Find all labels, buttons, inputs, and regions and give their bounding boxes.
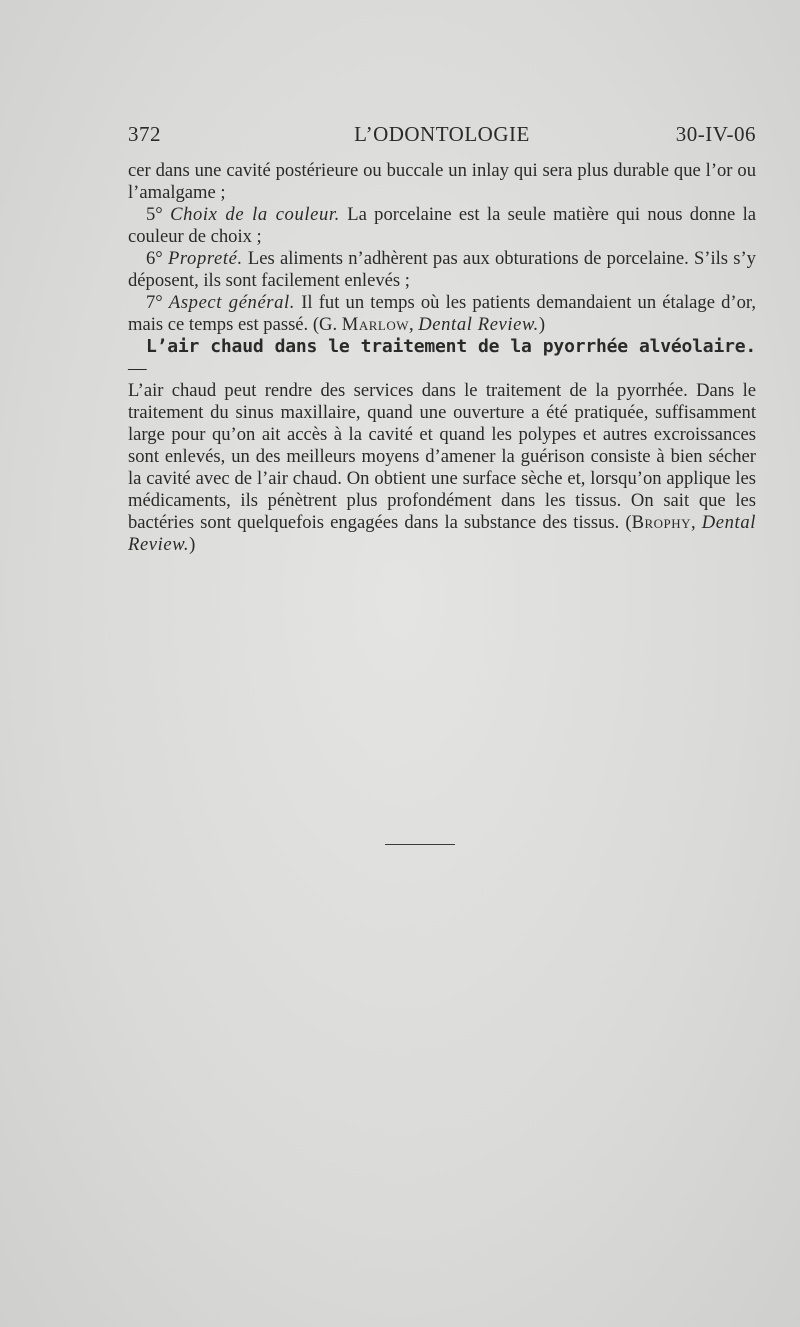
section-divider [385,844,455,845]
citation-separator: , [691,512,702,533]
issue-date: 30-IV-06 [675,122,756,146]
citation-close: ) [189,534,196,555]
paragraph-item-5 [128,204,756,248]
bleed-through-texture [130,575,760,1075]
citation-close: ) [538,314,546,335]
paragraph-item-7 [128,292,756,336]
journal-citation: Dental Review. [128,512,756,555]
citation-separator: , [408,314,419,335]
item-title: Propreté. [167,248,243,269]
paragraph-item-6 [128,248,756,292]
item-title: Choix de la couleur. [170,204,340,225]
section-title: L’air chaud dans le traitement de la pyorrhée alvéolaire. [146,336,756,357]
journal-title: L’ODONTOLOGIE [354,122,530,146]
section-paragraph [128,336,756,380]
author-name: Marlow [341,314,409,335]
item-title: Aspect général. [168,292,296,313]
page-header [128,122,756,152]
journal-citation: Dental Review. [418,314,539,335]
item-number: 5° [146,204,171,225]
author-name: Brophy [631,512,692,533]
section-text-paragraph [128,380,756,556]
paragraph-continuation: cer dans une cavité postérieure ou buccale un inlay qui sera plus durable que l’or ou l’amalgame ; [128,160,756,203]
section-text: L’air chaud peut rendre des services dans le traitement de la pyorrhée. Dans le traitement du sinus maxillaire, quand une ouverture a été pratiquée, suffisamment large pour qu’on ait accès à la cavité et quand les polypes et autres excroissances sont enlevés, un des meilleurs moyens d’amener la guérison consiste à bien sécher la cavité avec de l’air chaud. On obtient une surface sèche et, lorsqu’on applique les médicaments, ils pénètrent plus profondément dans les tissus. On sait que les bactéries sont quelquefois engagées dans la substance des tissus. ( [128,380,756,533]
item-number: 6° [146,248,168,269]
item-text: Les aliments n’adhèrent pas aux obturations de porcelaine. S’ils s’y déposent, ils sont facilement enlevés ; [128,248,756,291]
page-number: 372 [128,122,161,146]
item-text: La porcelaine est la seule matière qui nous donne la couleur de choix ; [128,204,756,247]
section-dash: — [128,358,147,379]
article-body [128,160,756,556]
item-text: Il fut un temps où les patients demandaient un étalage d’or, mais ce temps est passé. (G. [128,292,756,335]
item-number: 7° [146,292,169,313]
